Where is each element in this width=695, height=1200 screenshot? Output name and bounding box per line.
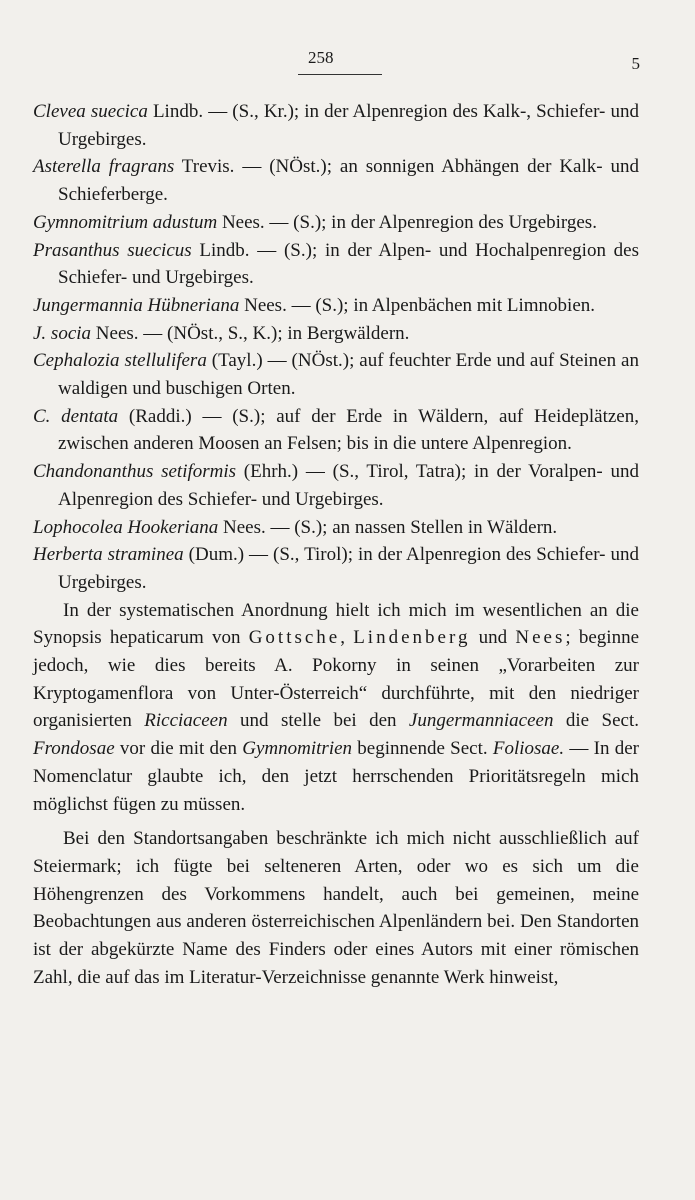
- species-details: Nees. — (S.); in Alpenbächen mit Limnobien.: [239, 294, 595, 316]
- species-details: (Dum.) — (S., Tirol); in der Alpenregion des Schiefer- und Urgebirges.: [58, 544, 640, 593]
- species-entry: [33, 320, 639, 348]
- species-details: Nees. — (NÖst., S., K.); in Bergwäldern.: [91, 322, 410, 344]
- paragraph-systematics: [33, 597, 639, 819]
- text-run: die Sect.: [553, 710, 639, 732]
- author-name: Lindenberg: [353, 627, 471, 649]
- species-entry: [33, 292, 639, 320]
- species-name: C. dentata: [33, 405, 119, 427]
- species-details: (Ehrh.) — (S., Tirol, Tatra); in der Voralpen- und Alpenregion des Schiefer- und Urgebirges.: [58, 461, 639, 510]
- header-rule: [298, 74, 382, 75]
- text-run: — In der Nomenclatur glaubte ich, den jetzt herrschenden Prioritätsregeln mich möglichst fügen zu müssen.: [33, 738, 640, 815]
- page-body: [33, 98, 639, 992]
- text-run: ; beginne jedoch, wie dies bereits A. Pokorny in seinen „Vorarbeiten zur Kryptogamenflora von Unter-Österreich“ durchführte, mit den niedriger organisierten: [33, 627, 640, 732]
- species-details: Lindb. — (S.); in der Alpen- und Hochalpenregion des Schiefer- und Urgebirges.: [58, 239, 639, 289]
- species-details: Trevis. — (NÖst.); an sonnigen Abhängen der Kalk- und Schieferberge.: [58, 156, 639, 206]
- author-name: Gottsche: [248, 627, 341, 649]
- species-details: Nees. — (S.); an nassen Stellen in Wäldern.: [218, 516, 558, 538]
- species-entry: [33, 458, 639, 513]
- species-name: Prasanthus suecicus: [33, 239, 192, 261]
- page-header: [0, 48, 695, 78]
- text-run: In der systematischen Anordnung hielt ich mich im wesentlichen an die Synopsis hepaticarum von: [33, 599, 639, 649]
- taxon-name: Gymnomitrien: [242, 738, 353, 760]
- text-run: und: [470, 627, 516, 649]
- taxon-name: Jungermanniaceen: [408, 710, 554, 732]
- species-details: (Raddi.) — (S.); auf der Erde in Wäldern, auf Heideplätzen, zwischen anderen Moosen an Felsen; bis in die untere Alpenregion.: [58, 405, 639, 455]
- page-number: 258: [308, 48, 334, 67]
- species-entry: [33, 514, 639, 542]
- text-run: vor die mit den: [114, 738, 243, 760]
- species-entry: [33, 237, 639, 292]
- taxon-name: Foliosae.: [492, 738, 565, 760]
- species-entry: [33, 98, 639, 153]
- species-name: Clevea suecica: [33, 101, 148, 122]
- taxon-name: Ricciaceen: [144, 710, 228, 732]
- species-name: Cephalozia stellulifera: [33, 350, 207, 372]
- species-entry: [33, 347, 639, 402]
- species-name: Herberta straminea: [33, 544, 184, 566]
- species-name: Chandonanthus setiformis: [33, 461, 237, 483]
- text-run: beginnende Sect.: [352, 738, 493, 760]
- species-entry: [33, 403, 639, 458]
- author-name: Nees: [515, 627, 566, 649]
- species-name: Asterella fragrans: [33, 156, 175, 178]
- species-entry: [33, 209, 639, 237]
- text-run: und stelle bei den: [227, 710, 409, 732]
- species-name: Lophocolea Hookeriana: [33, 516, 219, 538]
- species-details: (Tayl.) — (NÖst.); auf feuchter Erde und auf Steinen an waldigen und buschigen Orten.: [58, 350, 639, 400]
- species-name: Gymnomitrium adustum: [33, 211, 218, 233]
- paragraph-locations: Bei den Standortsangaben beschränkte ich mich nicht ausschließlich auf Steiermark; ich fügte bei selteneren Arten, oder wo es sich um die Höhengrenzen des Vorkommens handelt, auch bei gemeinen, meine Beobachtungen aus anderen österreichischen Alpenländern bei. Den Standorten ist der abgekürzte Name des Finders oder eines Autors mit einer römischen Zahl, die auf das im Literatur-Verzeichnisse genannte Werk hinweist,: [33, 828, 639, 988]
- text-run: ,: [340, 627, 354, 649]
- signature-mark: 5: [631, 54, 640, 73]
- species-name: J. socia: [33, 322, 92, 344]
- species-entry: [33, 541, 639, 596]
- species-entry: [33, 153, 639, 208]
- species-details: Nees. — (S.); in der Alpenregion des Urgebirges.: [217, 211, 597, 233]
- species-name: Jungermannia Hübneriana: [33, 294, 240, 316]
- species-details: Lindb. — (S., Kr.); in der Alpenregion des Kalk-, Schiefer- und Urgebirges.: [58, 101, 639, 150]
- taxon-name: Frondosae: [33, 738, 115, 760]
